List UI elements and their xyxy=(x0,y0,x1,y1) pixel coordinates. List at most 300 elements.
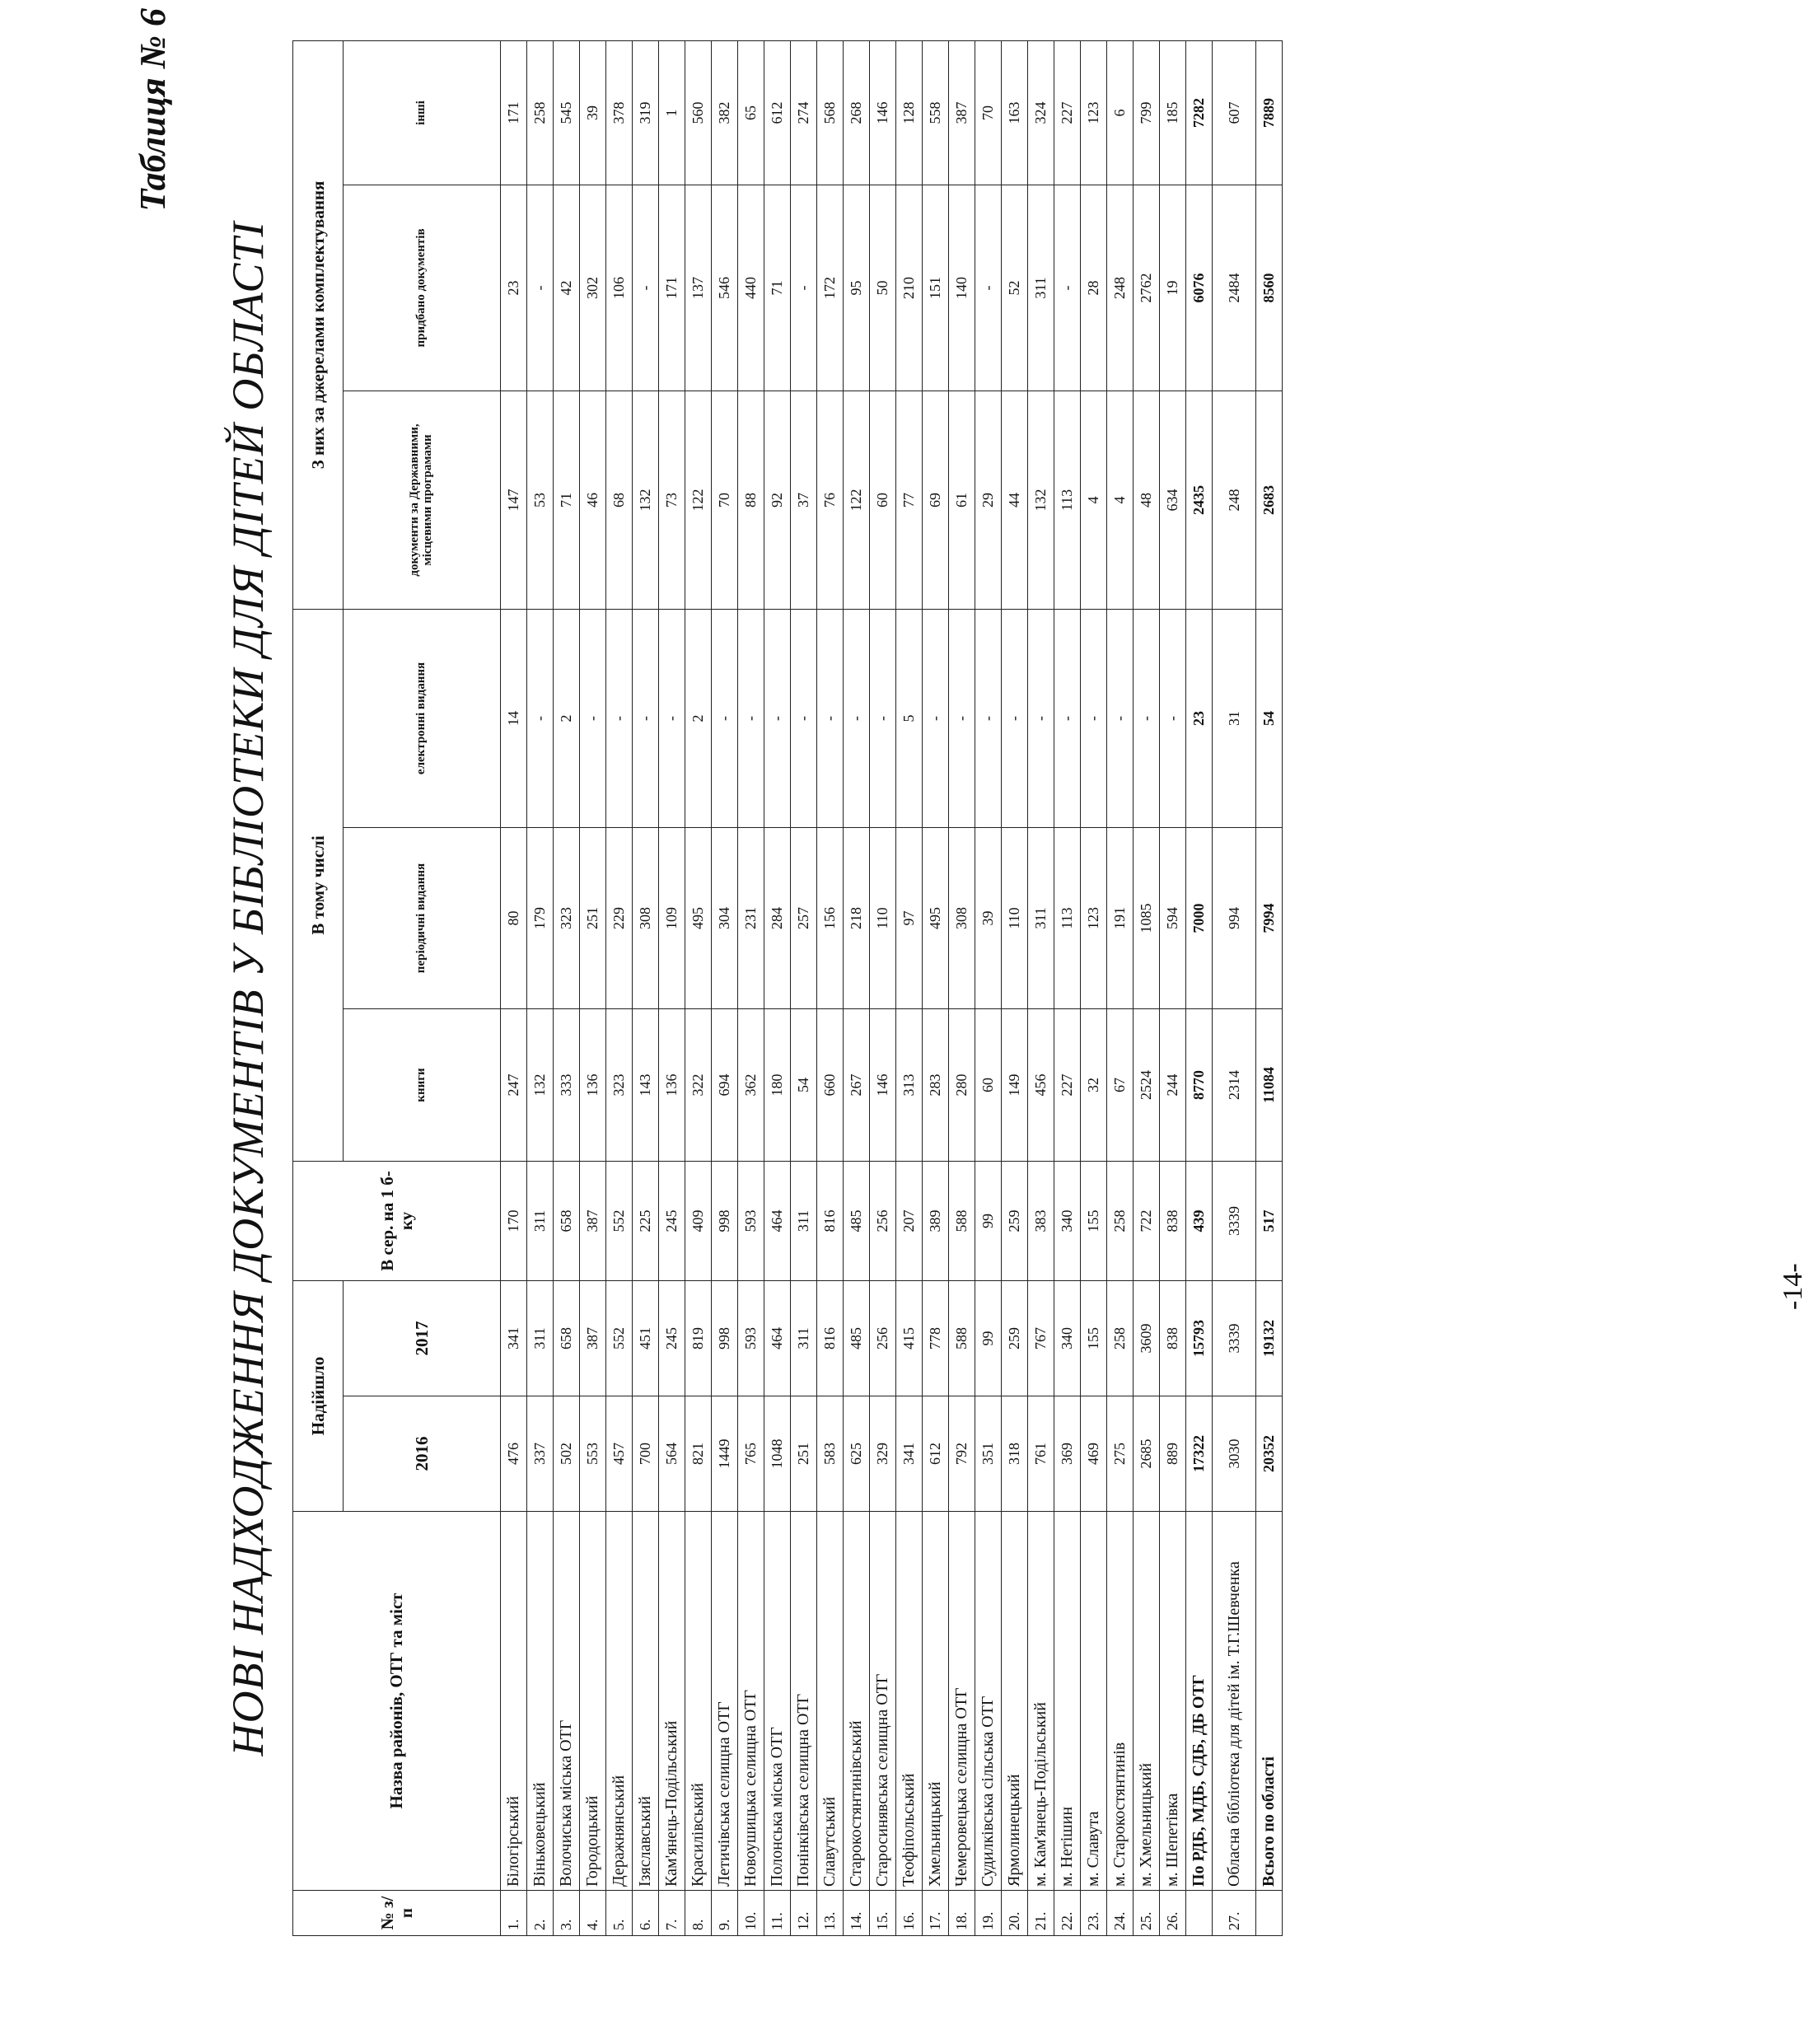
header-purchased: придбано документів xyxy=(344,185,501,391)
cell-n: 18. xyxy=(949,1891,975,1936)
cell-n: 4. xyxy=(580,1891,606,1936)
cell-books: 280 xyxy=(949,1009,975,1162)
cell-name: Славутський xyxy=(817,1512,844,1891)
cell-periodicals: 218 xyxy=(844,828,870,1009)
cell-avg: 383 xyxy=(1028,1162,1054,1281)
cell-electronic: - xyxy=(712,609,738,827)
cell-electronic: 31 xyxy=(1213,609,1256,827)
table-row xyxy=(685,40,712,1935)
table-row xyxy=(1160,40,1186,1935)
cell-books: 143 xyxy=(633,1009,659,1162)
cell-y2016: 612 xyxy=(923,1396,949,1512)
cell-y2017: 658 xyxy=(554,1281,580,1396)
cell-electronic: - xyxy=(606,609,633,827)
cell-purchased: 440 xyxy=(738,185,764,391)
cell-purchased: 248 xyxy=(1107,185,1134,391)
cell-periodicals: 179 xyxy=(527,828,554,1009)
cell-periodicals: 231 xyxy=(738,828,764,1009)
cell-avg: 588 xyxy=(949,1162,975,1281)
cell-periodicals: 284 xyxy=(764,828,791,1009)
cell-electronic: - xyxy=(580,609,606,827)
cell-avg: 439 xyxy=(1186,1162,1213,1281)
cell-y2017: 464 xyxy=(764,1281,791,1396)
cell-other: 171 xyxy=(501,40,527,185)
header-periodicals: періодичні видання xyxy=(344,828,501,1009)
cell-other: 378 xyxy=(606,40,633,185)
cell-name: Красилівський xyxy=(685,1512,712,1891)
cell-periodicals: 495 xyxy=(923,828,949,1009)
cell-y2017: 593 xyxy=(738,1281,764,1396)
cell-books: 2314 xyxy=(1213,1009,1256,1162)
table-number: Таблиця № 6 xyxy=(133,8,173,212)
cell-books: 244 xyxy=(1160,1009,1186,1162)
cell-electronic: - xyxy=(1107,609,1134,827)
cell-programs: 61 xyxy=(949,391,975,609)
cell-programs: 46 xyxy=(580,391,606,609)
cell-n: 12. xyxy=(791,1891,817,1936)
cell-books: 67 xyxy=(1107,1009,1134,1162)
cell-books: 11084 xyxy=(1256,1009,1283,1162)
cell-electronic: - xyxy=(659,609,685,827)
cell-electronic: - xyxy=(1028,609,1054,827)
cell-other: 258 xyxy=(527,40,554,185)
cell-n: 5. xyxy=(606,1891,633,1936)
table-row xyxy=(712,40,738,1935)
cell-purchased: 311 xyxy=(1028,185,1054,391)
table-row xyxy=(870,40,896,1935)
cell-y2017: 552 xyxy=(606,1281,633,1396)
cell-name: Ярмолинецький xyxy=(1002,1512,1028,1891)
cell-other: 128 xyxy=(896,40,923,185)
cell-programs: 248 xyxy=(1213,391,1256,609)
cell-n: 16. xyxy=(896,1891,923,1936)
cell-n: 11. xyxy=(764,1891,791,1936)
cell-books: 333 xyxy=(554,1009,580,1162)
cell-books: 267 xyxy=(844,1009,870,1162)
cell-y2016: 765 xyxy=(738,1396,764,1512)
cell-books: 283 xyxy=(923,1009,949,1162)
cell-purchased: 52 xyxy=(1002,185,1028,391)
cell-y2017: 340 xyxy=(1054,1281,1081,1396)
cell-programs: 122 xyxy=(844,391,870,609)
cell-y2017: 819 xyxy=(685,1281,712,1396)
cell-purchased: - xyxy=(527,185,554,391)
cell-purchased: 6076 xyxy=(1186,185,1213,391)
cell-programs: 113 xyxy=(1054,391,1081,609)
cell-name: Летичівська селищна ОТГ xyxy=(712,1512,738,1891)
cell-programs: 37 xyxy=(791,391,817,609)
cell-avg: 245 xyxy=(659,1162,685,1281)
cell-books: 362 xyxy=(738,1009,764,1162)
cell-periodicals: 1085 xyxy=(1134,828,1160,1009)
header-avg: В сер. на 1 б-ку xyxy=(293,1162,501,1281)
cell-programs: 4 xyxy=(1107,391,1134,609)
cell-n xyxy=(1186,1891,1213,1936)
cell-electronic: - xyxy=(870,609,896,827)
cell-avg: 311 xyxy=(791,1162,817,1281)
cell-programs: 29 xyxy=(975,391,1002,609)
cell-y2017: 15793 xyxy=(1186,1281,1213,1396)
cell-y2017: 838 xyxy=(1160,1281,1186,1396)
cell-programs: 69 xyxy=(923,391,949,609)
cell-n: 14. xyxy=(844,1891,870,1936)
cell-other: 382 xyxy=(712,40,738,185)
cell-y2017: 256 xyxy=(870,1281,896,1396)
table-row xyxy=(949,40,975,1935)
cell-n: 15. xyxy=(870,1891,896,1936)
cell-books: 323 xyxy=(606,1009,633,1162)
cell-periodicals: 308 xyxy=(633,828,659,1009)
cell-y2017: 998 xyxy=(712,1281,738,1396)
cell-purchased: 23 xyxy=(501,185,527,391)
table-row xyxy=(1213,40,1256,1935)
cell-n: 6. xyxy=(633,1891,659,1936)
rotated-page xyxy=(0,8,1808,1936)
cell-purchased: - xyxy=(975,185,1002,391)
cell-electronic: - xyxy=(1134,609,1160,827)
table-row xyxy=(633,40,659,1935)
cell-books: 149 xyxy=(1002,1009,1028,1162)
cell-n: 24. xyxy=(1107,1891,1134,1936)
header-programs: документи за Державними, місцевими програмами xyxy=(344,391,501,609)
cell-name: Волочиська міська ОТГ xyxy=(554,1512,580,1891)
cell-avg: 722 xyxy=(1134,1162,1160,1281)
cell-electronic: 23 xyxy=(1186,609,1213,827)
cell-purchased: 151 xyxy=(923,185,949,391)
cell-y2016: 469 xyxy=(1081,1396,1107,1512)
cell-purchased: 8560 xyxy=(1256,185,1283,391)
cell-y2017: 155 xyxy=(1081,1281,1107,1396)
cell-books: 180 xyxy=(764,1009,791,1162)
cell-y2016: 251 xyxy=(791,1396,817,1512)
table-row xyxy=(1002,40,1028,1935)
cell-purchased: 28 xyxy=(1081,185,1107,391)
cell-periodicals: 229 xyxy=(606,828,633,1009)
cell-y2016: 761 xyxy=(1028,1396,1054,1512)
cell-periodicals: 7000 xyxy=(1186,828,1213,1009)
cell-periodicals: 594 xyxy=(1160,828,1186,1009)
cell-books: 227 xyxy=(1054,1009,1081,1162)
table-row xyxy=(580,40,606,1935)
table-row xyxy=(896,40,923,1935)
cell-periodicals: 323 xyxy=(554,828,580,1009)
cell-y2016: 821 xyxy=(685,1396,712,1512)
cell-books: 32 xyxy=(1081,1009,1107,1162)
cell-avg: 816 xyxy=(817,1162,844,1281)
cell-books: 456 xyxy=(1028,1009,1054,1162)
cell-n: 2. xyxy=(527,1891,554,1936)
cell-y2017: 341 xyxy=(501,1281,527,1396)
cell-n: 26. xyxy=(1160,1891,1186,1936)
cell-avg: 552 xyxy=(606,1162,633,1281)
cell-purchased: 171 xyxy=(659,185,685,391)
cell-electronic: - xyxy=(1002,609,1028,827)
cell-avg: 258 xyxy=(1107,1162,1134,1281)
cell-y2016: 700 xyxy=(633,1396,659,1512)
cell-y2017: 415 xyxy=(896,1281,923,1396)
cell-y2016: 792 xyxy=(949,1396,975,1512)
cell-y2017: 258 xyxy=(1107,1281,1134,1396)
cell-electronic: - xyxy=(975,609,1002,827)
cell-books: 247 xyxy=(501,1009,527,1162)
cell-periodicals: 257 xyxy=(791,828,817,1009)
cell-other: 6 xyxy=(1107,40,1134,185)
cell-programs: 71 xyxy=(554,391,580,609)
cell-y2017: 485 xyxy=(844,1281,870,1396)
header-received: Надійшло xyxy=(293,1281,344,1512)
cell-avg: 340 xyxy=(1054,1162,1081,1281)
cell-avg: 389 xyxy=(923,1162,949,1281)
header-name: Назва районів, ОТГ та міст xyxy=(293,1512,501,1891)
cell-n: 8. xyxy=(685,1891,712,1936)
cell-other: 560 xyxy=(685,40,712,185)
cell-avg: 311 xyxy=(527,1162,554,1281)
cell-books: 2524 xyxy=(1134,1009,1160,1162)
table-row xyxy=(1134,40,1160,1935)
cell-name: Хмельницький xyxy=(923,1512,949,1891)
header-other: інші xyxy=(344,40,501,185)
table-row xyxy=(738,40,764,1935)
cell-periodicals: 156 xyxy=(817,828,844,1009)
cell-n: 1. xyxy=(501,1891,527,1936)
cell-avg: 256 xyxy=(870,1162,896,1281)
cell-purchased: 546 xyxy=(712,185,738,391)
table-row xyxy=(527,40,554,1935)
cell-name: Судилківська сільська ОТГ xyxy=(975,1512,1002,1891)
table-row xyxy=(844,40,870,1935)
cell-name: Городоцький xyxy=(580,1512,606,1891)
cell-avg: 3339 xyxy=(1213,1162,1256,1281)
cell-purchased: 106 xyxy=(606,185,633,391)
cell-purchased: 2484 xyxy=(1213,185,1256,391)
cell-books: 132 xyxy=(527,1009,554,1162)
cell-name: Деражнянський xyxy=(606,1512,633,1891)
cell-programs: 132 xyxy=(1028,391,1054,609)
cell-other: 799 xyxy=(1134,40,1160,185)
cell-books: 322 xyxy=(685,1009,712,1162)
cell-n: 7. xyxy=(659,1891,685,1936)
cell-other: 227 xyxy=(1054,40,1081,185)
table-row xyxy=(1186,40,1213,1935)
cell-books: 136 xyxy=(580,1009,606,1162)
document-title: НОВІ НАДХОДЖЕННЯ ДОКУМЕНТІВ У БІБЛІОТЕКИ ДЛЯ ДІТЕЙ ОБЛАСТІ xyxy=(223,221,273,1756)
cell-programs: 76 xyxy=(817,391,844,609)
cell-y2016: 2685 xyxy=(1134,1396,1160,1512)
cell-y2017: 778 xyxy=(923,1281,949,1396)
cell-books: 313 xyxy=(896,1009,923,1162)
cell-name: Білогірський xyxy=(501,1512,527,1891)
cell-n: 13. xyxy=(817,1891,844,1936)
cell-programs: 4 xyxy=(1081,391,1107,609)
cell-programs: 92 xyxy=(764,391,791,609)
cell-periodicals: 311 xyxy=(1028,828,1054,1009)
cell-programs: 2435 xyxy=(1186,391,1213,609)
table-row xyxy=(764,40,791,1935)
cell-y2016: 583 xyxy=(817,1396,844,1512)
data-table xyxy=(292,40,1283,1936)
table-row xyxy=(501,40,527,1935)
cell-programs: 53 xyxy=(527,391,554,609)
cell-purchased: 50 xyxy=(870,185,896,391)
cell-name: Віньковецький xyxy=(527,1512,554,1891)
cell-name: Старосинявська селищна ОТГ xyxy=(870,1512,896,1891)
cell-y2016: 329 xyxy=(870,1396,896,1512)
cell-periodicals: 994 xyxy=(1213,828,1256,1009)
cell-y2017: 767 xyxy=(1028,1281,1054,1396)
cell-name: Полонська міська ОТГ xyxy=(764,1512,791,1891)
table-row xyxy=(659,40,685,1935)
cell-y2017: 816 xyxy=(817,1281,844,1396)
cell-y2016: 502 xyxy=(554,1396,580,1512)
cell-purchased: 95 xyxy=(844,185,870,391)
cell-programs: 60 xyxy=(870,391,896,609)
cell-other: 545 xyxy=(554,40,580,185)
table-row xyxy=(1256,40,1283,1935)
cell-name: Теофіпольський xyxy=(896,1512,923,1891)
table-row xyxy=(1028,40,1054,1935)
cell-y2016: 341 xyxy=(896,1396,923,1512)
header-2017: 2017 xyxy=(344,1281,501,1396)
cell-programs: 70 xyxy=(712,391,738,609)
cell-name: Всього по області xyxy=(1256,1512,1283,1891)
cell-other: 387 xyxy=(949,40,975,185)
cell-n: 22. xyxy=(1054,1891,1081,1936)
page-number: -14- xyxy=(1778,1263,1808,1310)
cell-n: 3. xyxy=(554,1891,580,1936)
cell-programs: 48 xyxy=(1134,391,1160,609)
cell-avg: 409 xyxy=(685,1162,712,1281)
cell-programs: 2683 xyxy=(1256,391,1283,609)
cell-purchased: - xyxy=(1054,185,1081,391)
cell-n: 23. xyxy=(1081,1891,1107,1936)
table-row xyxy=(1107,40,1134,1935)
cell-y2017: 588 xyxy=(949,1281,975,1396)
cell-y2016: 457 xyxy=(606,1396,633,1512)
cell-n: 10. xyxy=(738,1891,764,1936)
cell-electronic: - xyxy=(1054,609,1081,827)
cell-programs: 73 xyxy=(659,391,685,609)
table-row xyxy=(975,40,1002,1935)
cell-purchased: 137 xyxy=(685,185,712,391)
cell-periodicals: 123 xyxy=(1081,828,1107,1009)
cell-n: 19. xyxy=(975,1891,1002,1936)
cell-y2016: 564 xyxy=(659,1396,685,1512)
cell-electronic: - xyxy=(791,609,817,827)
cell-purchased: 2762 xyxy=(1134,185,1160,391)
cell-other: 612 xyxy=(764,40,791,185)
cell-books: 136 xyxy=(659,1009,685,1162)
cell-programs: 147 xyxy=(501,391,527,609)
cell-purchased: 19 xyxy=(1160,185,1186,391)
cell-other: 146 xyxy=(870,40,896,185)
cell-avg: 485 xyxy=(844,1162,870,1281)
cell-n: 25. xyxy=(1134,1891,1160,1936)
cell-periodicals: 495 xyxy=(685,828,712,1009)
header-row-1 xyxy=(293,40,344,1935)
cell-y2017: 3339 xyxy=(1213,1281,1256,1396)
cell-name: м. Шепетівка xyxy=(1160,1512,1186,1891)
cell-y2017: 451 xyxy=(633,1281,659,1396)
cell-name: Ізяславський xyxy=(633,1512,659,1891)
cell-y2017: 3609 xyxy=(1134,1281,1160,1396)
cell-periodicals: 113 xyxy=(1054,828,1081,1009)
cell-periodicals: 109 xyxy=(659,828,685,1009)
cell-y2017: 19132 xyxy=(1256,1281,1283,1396)
cell-periodicals: 7994 xyxy=(1256,828,1283,1009)
cell-purchased: 210 xyxy=(896,185,923,391)
cell-y2017: 387 xyxy=(580,1281,606,1396)
cell-name: Чемеровецька селищна ОТГ xyxy=(949,1512,975,1891)
cell-other: 558 xyxy=(923,40,949,185)
cell-periodicals: 191 xyxy=(1107,828,1134,1009)
cell-purchased: 71 xyxy=(764,185,791,391)
cell-electronic: 5 xyxy=(896,609,923,827)
cell-n: 9. xyxy=(712,1891,738,1936)
cell-y2016: 337 xyxy=(527,1396,554,1512)
header-2016: 2016 xyxy=(344,1396,501,1512)
cell-purchased: 42 xyxy=(554,185,580,391)
cell-n: 20. xyxy=(1002,1891,1028,1936)
cell-other: 274 xyxy=(791,40,817,185)
cell-name: Кам'янець-Подільський xyxy=(659,1512,685,1891)
cell-other: 1 xyxy=(659,40,685,185)
cell-books: 694 xyxy=(712,1009,738,1162)
cell-electronic: - xyxy=(1081,609,1107,827)
table-row xyxy=(1081,40,1107,1935)
cell-y2016: 625 xyxy=(844,1396,870,1512)
cell-avg: 387 xyxy=(580,1162,606,1281)
cell-other: 268 xyxy=(844,40,870,185)
cell-y2016: 1449 xyxy=(712,1396,738,1512)
cell-periodicals: 80 xyxy=(501,828,527,1009)
cell-y2017: 245 xyxy=(659,1281,685,1396)
cell-avg: 658 xyxy=(554,1162,580,1281)
cell-other: 163 xyxy=(1002,40,1028,185)
table-row xyxy=(923,40,949,1935)
cell-books: 54 xyxy=(791,1009,817,1162)
cell-avg: 464 xyxy=(764,1162,791,1281)
cell-periodicals: 304 xyxy=(712,828,738,1009)
cell-electronic: - xyxy=(633,609,659,827)
cell-other: 607 xyxy=(1213,40,1256,185)
cell-avg: 517 xyxy=(1256,1162,1283,1281)
cell-books: 8770 xyxy=(1186,1009,1213,1162)
cell-programs: 634 xyxy=(1160,391,1186,609)
cell-name: По РДБ, МДБ, СДБ, ДБ ОТГ xyxy=(1186,1512,1213,1891)
cell-n: 21. xyxy=(1028,1891,1054,1936)
cell-electronic: 2 xyxy=(685,609,712,827)
cell-y2016: 476 xyxy=(501,1396,527,1512)
cell-periodicals: 251 xyxy=(580,828,606,1009)
cell-n: 17. xyxy=(923,1891,949,1936)
cell-name: м. Хмельницький xyxy=(1134,1512,1160,1891)
cell-programs: 44 xyxy=(1002,391,1028,609)
table-body xyxy=(501,40,1283,1935)
cell-periodicals: 308 xyxy=(949,828,975,1009)
cell-other: 65 xyxy=(738,40,764,185)
cell-electronic: - xyxy=(738,609,764,827)
cell-electronic: 14 xyxy=(501,609,527,827)
cell-electronic: 2 xyxy=(554,609,580,827)
cell-periodicals: 39 xyxy=(975,828,1002,1009)
cell-name: м. Нетішин xyxy=(1054,1512,1081,1891)
cell-n xyxy=(1256,1891,1283,1936)
cell-electronic: 54 xyxy=(1256,609,1283,827)
cell-other: 7282 xyxy=(1186,40,1213,185)
cell-programs: 77 xyxy=(896,391,923,609)
cell-books: 146 xyxy=(870,1009,896,1162)
cell-name: Новоушицька селищна ОТГ xyxy=(738,1512,764,1891)
